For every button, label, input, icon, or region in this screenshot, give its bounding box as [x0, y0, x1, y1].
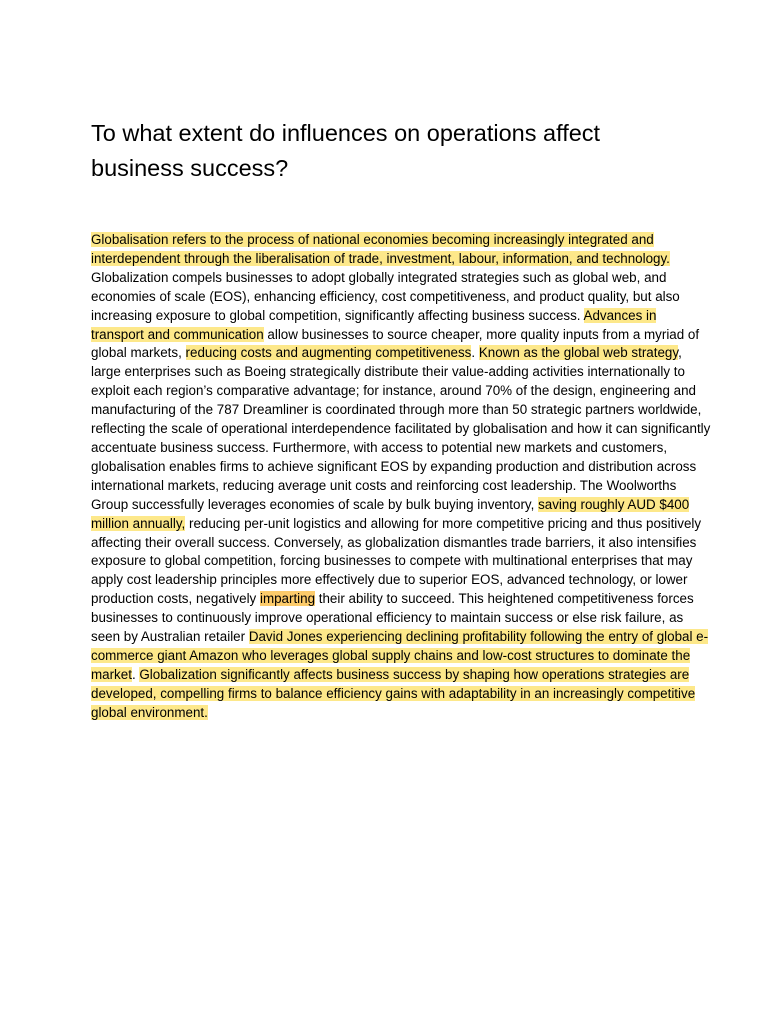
- document-title: To what extent do influences on operations affect business success?: [91, 120, 601, 181]
- text-segment: allow businesses to source cheaper, more quality inputs from a myriad of global markets,: [91, 326, 700, 361]
- text-segment-highlighted: Known as the global web strategy: [478, 345, 679, 361]
- text-segment: reducing per-unit logistics and allowing for more competitive pricing and thus positively affecting their overall success. Conversely, as globalization dismantles trade barriers, it also intensifies exposure to global competition, forcing businesses to compete with multinational enterprises that may apply cost leadership principles more effectively due to superior EOS, advanced technology, or lower production costs, negatively: [91, 515, 702, 607]
- text-segment-highlighted: saving roughly AUD $400 million annually,: [91, 496, 690, 531]
- body-paragraph: [91, 231, 711, 723]
- text-segment-highlighted: Globalization significantly affects business success by shaping how operations strategies are developed, compelling firms to balance efficiency gains with adaptability in an increasingly competitive global environment.: [91, 666, 696, 720]
- text-segment: , large enterprises such as Boeing strategically distribute their value-adding activities internationally to exploit each region’s comparative advantage; for instance, around 70% of the design, engineering and manufacturing of the 787 Dreamliner is coordinated through more than 50 strategic partners worldwide, reflecting the scale of operational interdependence facilitated by globalisation and how it can significantly accentuate business success. Furthermore, with access to potential new markets and customers, globalisation enables firms to achieve significant EOS by expanding production and distribution across international markets, reducing average unit costs and reinforcing cost leadership. The Woolworths Group successfully leverages economies of scale by bulk buying inventory,: [91, 345, 711, 512]
- text-segment: .: [471, 345, 479, 361]
- text-segment-highlighted-alt: imparting: [259, 591, 316, 607]
- text-segment-highlighted: Advances in transport and communication: [91, 307, 657, 342]
- text-segment: Globalization compels businesses to adopt globally integrated strategies such as global web, and economies of scale (EOS), enhancing efficiency, cost competitiveness, and product quality, but also increasing exposure to global competition, significantly affecting business success.: [91, 269, 680, 323]
- text-segment-highlighted: David Jones experiencing declining profitability following the entry of global e-commerce giant Amazon who leverages global supply chains and low-cost structures to dominate the market: [91, 629, 709, 682]
- text-segment-highlighted: reducing costs and augmenting competitiveness: [185, 345, 472, 361]
- text-segment-highlighted: Globalisation refers to the process of national economies becoming increasingly integrated and interdependent through the liberalisation of trade, investment, labour, information, and technology.: [91, 232, 670, 266]
- text-segment: .: [131, 666, 140, 682]
- text-segment: their ability to succeed. This heightened competitiveness forces businesses to continuously improve operational efficiency to maintain success or else risk failure, as seen by Australian retailer: [91, 591, 694, 645]
